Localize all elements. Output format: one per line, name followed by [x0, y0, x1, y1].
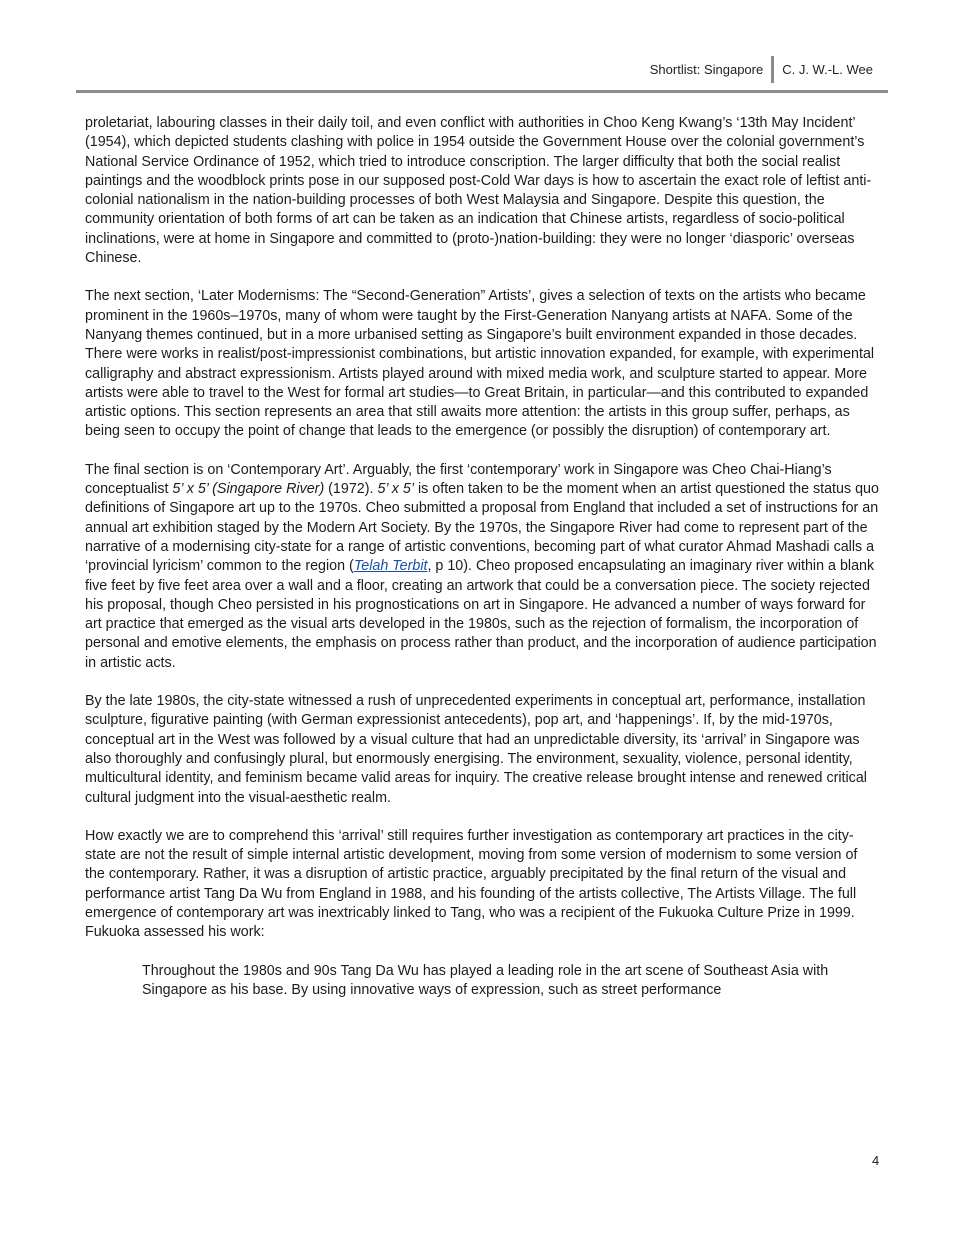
page-number: 4: [872, 1153, 880, 1168]
body-text: [85, 114, 881, 1000]
header-rule: [76, 90, 888, 93]
paragraph: By the late 1980s, the city-state witnessed a rush of unprecedented experiments in conceptual art, performance, installation sculpture, figurative painting (with German expressionist antecedents), pop art, and ‘happenings’. If, by the mid-1970s, conceptual art in the West was followed by a visual culture that had an unpredictable diversity, its ‘arrival’ in Singapore was also thoroughly and confusingly plural, but enormously energising. The environment, sexuality, violence, personal identity, multicultural identity, and feminism became valid areas for inquiry. The creative release brought intense and renewed critical cultural judgment into the visual-aesthetic realm.: [85, 693, 867, 806]
text-run: is often taken to be the moment when an artist questioned the status quo definitions of Singapore art up to the 1970s. Cheo submitted a proposal from England that included a set of instructions for an annual art exhibition staged by the Modern Art Society. By the 1970s, the Singapore River had come to represent part of the narrative of a modernising city-state for a range of artistic conventions, becoming part of what curator Ahmad Mashadi calls a ‘provincial lyricism’ common to the region (: [85, 481, 879, 575]
text-run: (1972).: [324, 481, 378, 498]
header-author: C. J. W.-L. Wee: [782, 62, 873, 77]
paragraph: The next section, ‘Later Modernisms: The “Second-Generation” Artists’, gives a selection of texts on the artists who became prominent in the 1960s–1970s, many of whom were taught by the First-Generation Nanyang artists at NAFA. Some of the Nanyang themes continued, but in a more urbanised setting as Singapore’s built environment expanded in those decades. There were works in realist/post-impressionist combinations, but artistic innovation expanded, for example, with experimental calligraphy and abstract expressionism. Artists played around with mixed media work, and sculpture started to appear. More artists were able to travel to the West for formal art studies—to Great Britain, in particular—and this contributed to expanded artistic options. This section represents an area that still awaits more attention: the artists in this group suffer, perhaps, as being seen to occupy the point of change that leads to the emergence (or possibly the disruption) of contemporary art.: [85, 288, 875, 440]
block-quote: Throughout the 1980s and 90s Tang Da Wu has played a leading role in the art scene of Southeast Asia with Singapore as his base. By using innovative ways of expression, such as street performance: [142, 962, 829, 998]
paragraph: proletariat, labouring classes in their daily toil, and even conflict with authorities in Choo Keng Kwang’s ‘13th May Incident’ (1954), which depicted students clashing with police in 1954 outside the Government House over the colonial government’s National Service Ordinance of 1952, which tried to introduce conscription. The larger difficulty that both the social realist paintings and the woodblock prints pose in our supposed post-Cold War days is how to ascertain the exact role of leftist anti-colonial nationalism in the nation-building processes of both West Malaysia and Singapore. Despite this question, the community orientation of both forms of art can be taken as an indication that Chinese artists, regardless of socio-political inclinations, were at home in Singapore and committed to (proto-)nation-building: they were no longer ‘diasporic’ overseas Chinese.: [85, 115, 872, 267]
text-run: The final section is on ‘Contemporary Art’. Arguably, the first ‘contemporary’ work in Singapore was Cheo Chai-Hiang’s conceptualist: [85, 461, 832, 498]
artwork-title: 5’ x 5’ (Singapore River): [172, 481, 325, 498]
paragraph: How exactly we are to comprehend this ‘arrival’ still requires further investigation as contemporary art practices in the city-state are not the result of simple internal artistic development, moving from some version of modernism to some version of the contemporary. Rather, it was a disruption of artistic practice, arguably precipitated by the final return of the visual and performance artist Tang Da Wu from England in 1988, and his founding of the artists collective, The Artists Village. The full emergence of contemporary art was inextricably linked to Tang, who was a recipient of the Fukuoka Culture Prize in 1999. Fukuoka assessed his work:: [85, 827, 858, 941]
header-title: Shortlist: Singapore: [649, 62, 764, 77]
text-run: , p 10). Cheo proposed encapsulating an imaginary river within a blank five feet by five feet area over a wall and a floor, creating an artwork that could be a conversation piece. The society rejected his proposal, though Cheo persisted in his prognostications on art in Singapore. He advanced a number of ways forward for art practice that emerged as the visual arts developed in the 1980s, such as the rejection of formalism, the incorporation of personal and emotive elements, the emphasis on process rather than product, and the incorporation of audience participation in artistic acts.: [85, 558, 877, 671]
paragraph: [85, 461, 881, 673]
artwork-title-short: 5’ x 5’: [377, 481, 415, 498]
page-header: [650, 56, 873, 83]
telah-terbit-link[interactable]: Telah Terbit: [353, 558, 428, 575]
